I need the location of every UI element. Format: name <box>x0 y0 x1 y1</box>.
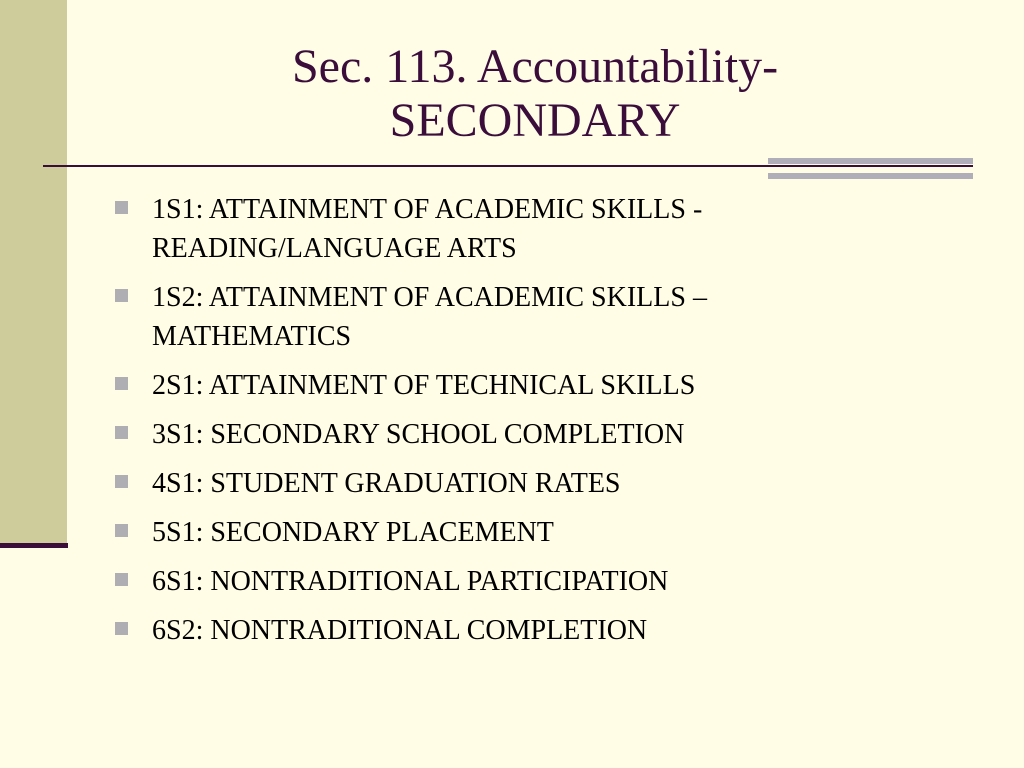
square-bullet-icon <box>115 377 128 390</box>
bullet-text: 5S1: SECONDARY PLACEMENT <box>152 517 554 548</box>
square-bullet-icon <box>115 622 128 635</box>
accent-bar-top <box>768 158 973 164</box>
bullet-item <box>115 366 875 405</box>
bullet-text-line-2: READING/LANGUAGE ARTS <box>152 233 517 264</box>
bullet-list <box>115 190 875 660</box>
accent-bars <box>768 158 973 180</box>
bullet-item <box>115 562 875 601</box>
square-bullet-icon <box>115 475 128 488</box>
bullet-text: 6S1: NONTRADITIONAL PARTICIPATION <box>152 566 669 597</box>
square-bullet-icon <box>115 201 128 214</box>
bullet-text: 6S2: NONTRADITIONAL COMPLETION <box>152 615 648 646</box>
bullet-item <box>115 513 875 552</box>
bullet-text-line-2: MATHEMATICS <box>152 321 352 352</box>
square-bullet-icon <box>115 524 128 537</box>
bullet-item <box>115 190 875 268</box>
side-band <box>0 0 67 545</box>
bullet-text-line-1: 1S1: ATTAINMENT OF ACADEMIC SKILLS - <box>152 194 703 225</box>
square-bullet-icon <box>115 289 128 302</box>
bullet-text: 3S1: SECONDARY SCHOOL COMPLETION <box>152 419 685 450</box>
bullet-text-line-1: 1S2: ATTAINMENT OF ACADEMIC SKILLS – <box>152 282 707 313</box>
bullet-item <box>115 611 875 650</box>
slide-title <box>90 40 980 148</box>
bullet-text: 4S1: STUDENT GRADUATION RATES <box>152 468 621 499</box>
bullet-item <box>115 464 875 503</box>
square-bullet-icon <box>115 426 128 439</box>
bullet-item <box>115 278 875 356</box>
side-rule <box>0 543 68 548</box>
slide-title-line-2: SECONDARY <box>389 94 681 147</box>
bullet-text: 2S1: ATTAINMENT OF TECHNICAL SKILLS <box>152 370 696 401</box>
bullet-item <box>115 415 875 454</box>
square-bullet-icon <box>115 573 128 586</box>
accent-bar-bottom <box>768 173 973 179</box>
slide-title-line-1: Sec. 113. Accountability- <box>291 40 779 93</box>
